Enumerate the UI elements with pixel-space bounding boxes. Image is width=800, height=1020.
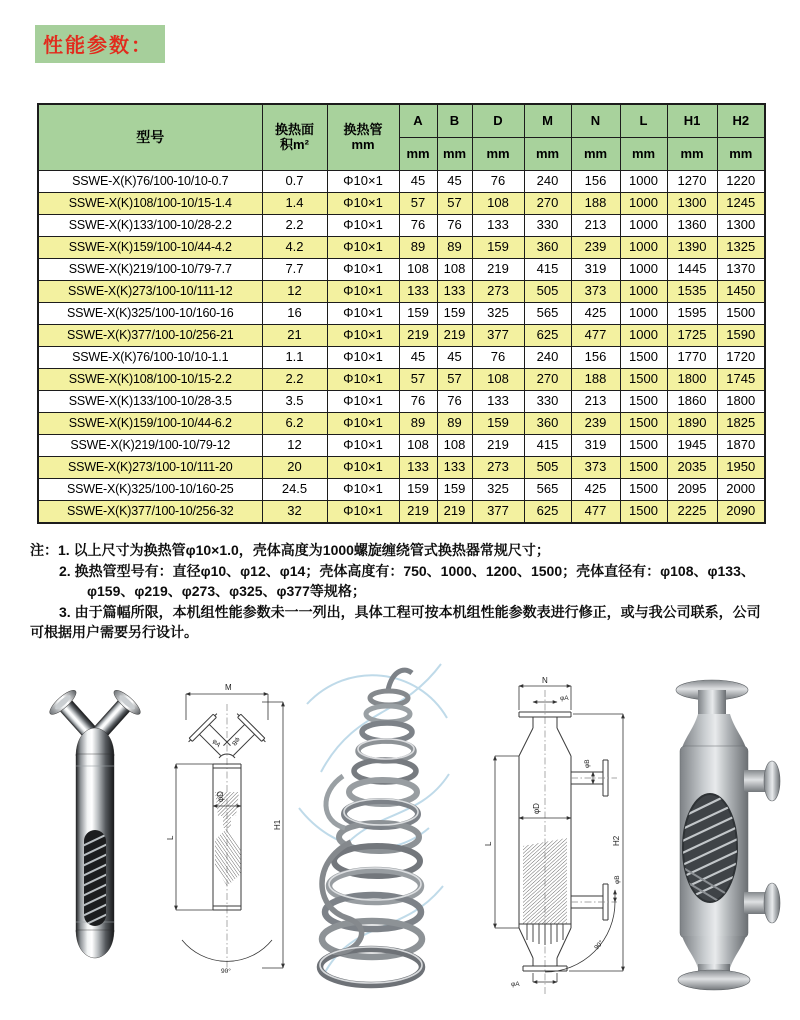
cell-tube: Φ10×1 [327, 325, 399, 347]
unit-cell: mm [571, 138, 620, 171]
cell-a: 45 [399, 347, 437, 369]
cell-h1: 1445 [667, 259, 717, 281]
cell-a: 108 [399, 435, 437, 457]
dimension-lines [166, 683, 283, 975]
top-right-nozzle [214, 712, 267, 765]
cell-h1: 1390 [667, 237, 717, 259]
cell-h1: 1800 [667, 369, 717, 391]
cell-b: 159 [437, 479, 472, 501]
cell-b: 108 [437, 435, 472, 457]
dim-label-phib-top: φB [230, 735, 242, 747]
table-row [38, 369, 765, 391]
cell-model: SSWE-X(K)159/100-10/44-6.2 [38, 413, 262, 435]
cell-tube: Φ10×1 [327, 457, 399, 479]
unit-cell: mm [472, 138, 524, 171]
cell-h2: 1590 [717, 325, 765, 347]
cell-model: SSWE-X(K)76/100-10/10-1.1 [38, 347, 262, 369]
dim-label-phid: φD [532, 803, 541, 814]
cell-tube: Φ10×1 [327, 281, 399, 303]
cell-n: 373 [571, 281, 620, 303]
cell-n: 319 [571, 435, 620, 457]
page-title: 性能参数： [35, 25, 165, 63]
note-line: 注：1. 以上尺寸为换热管φ10×1.0，壳体高度为1000螺旋缠绕管式换热器常规尺寸； [30, 542, 550, 558]
cell-d: 159 [472, 413, 524, 435]
cell-l: 1000 [620, 303, 667, 325]
cell-h2: 1245 [717, 193, 765, 215]
cell-h2: 2000 [717, 479, 765, 501]
cell-b: 219 [437, 325, 472, 347]
column-header-n: N [571, 104, 620, 138]
cell-d: 325 [472, 479, 524, 501]
cell-area: 2.2 [262, 369, 327, 391]
cell-m: 270 [524, 369, 571, 391]
dim-label-phia-top: φA [560, 695, 569, 702]
product-photo-side-port-exchanger [642, 670, 790, 998]
cell-b: 45 [437, 347, 472, 369]
upper-side-nozzle [744, 761, 780, 801]
table-row [38, 171, 765, 193]
unit-cell: mm [524, 138, 571, 171]
cell-h1: 1535 [667, 281, 717, 303]
column-header-model: 型号 [38, 104, 262, 171]
tube-comb [527, 924, 563, 945]
cell-m: 240 [524, 347, 571, 369]
cell-d: 133 [472, 215, 524, 237]
cell-b: 57 [437, 369, 472, 391]
table-header [38, 104, 765, 171]
column-header-b: B [437, 104, 472, 138]
cell-model: SSWE-X(K)377/100-10/256-32 [38, 501, 262, 524]
cell-h2: 2090 [717, 501, 765, 524]
cell-a: 133 [399, 457, 437, 479]
note-line: 可根据用户需要另行设计。 [30, 624, 198, 640]
table-row [38, 391, 765, 413]
cell-l: 1500 [620, 413, 667, 435]
table-row [38, 479, 765, 501]
cell-h1: 1945 [667, 435, 717, 457]
cell-area: 20 [262, 457, 327, 479]
cell-model: SSWE-X(K)76/100-10/10-0.7 [38, 171, 262, 193]
column-header-m: M [524, 104, 571, 138]
cell-d: 76 [472, 347, 524, 369]
cell-n: 373 [571, 457, 620, 479]
cell-h1: 2035 [667, 457, 717, 479]
table-row [38, 193, 765, 215]
cell-n: 425 [571, 479, 620, 501]
dim-label-angle: 90° [593, 939, 606, 952]
coil-stack [320, 670, 422, 985]
cell-a: 219 [399, 501, 437, 524]
notes [30, 540, 778, 643]
cell-a: 159 [399, 303, 437, 325]
cell-area: 7.7 [262, 259, 327, 281]
table-row [38, 303, 765, 325]
cell-b: 159 [437, 303, 472, 325]
dimension-lines [484, 676, 623, 988]
cell-model: SSWE-X(K)273/100-10/111-12 [38, 281, 262, 303]
table-row [38, 325, 765, 347]
cell-tube: Φ10×1 [327, 347, 399, 369]
cell-b: 133 [437, 281, 472, 303]
cell-model: SSWE-X(K)377/100-10/256-21 [38, 325, 262, 347]
cell-m: 565 [524, 303, 571, 325]
top-left-nozzle [187, 712, 240, 765]
column-header-h1: H1 [667, 104, 717, 138]
note-line: 3. 由于篇幅所限，本机组性能参数未一一列出，具体工程可按本机组性能参数表进行修正，或与我公司联系，公司 [59, 603, 761, 620]
cell-a: 133 [399, 281, 437, 303]
cell-m: 565 [524, 479, 571, 501]
bottom-flange [678, 970, 750, 990]
cell-l: 1000 [620, 259, 667, 281]
cell-l: 1000 [620, 325, 667, 347]
column-header-area: 换热面 积m² [262, 104, 327, 171]
cell-area: 6.2 [262, 413, 327, 435]
cell-m: 330 [524, 391, 571, 413]
cell-tube: Φ10×1 [327, 501, 399, 524]
cell-h1: 1725 [667, 325, 717, 347]
cell-b: 76 [437, 215, 472, 237]
cell-d: 273 [472, 457, 524, 479]
cell-m: 625 [524, 325, 571, 347]
cell-a: 108 [399, 259, 437, 281]
cell-m: 415 [524, 259, 571, 281]
dim-label-angle: 90° [221, 968, 231, 975]
table-row [38, 215, 765, 237]
cell-h1: 1860 [667, 391, 717, 413]
cell-tube: Φ10×1 [327, 193, 399, 215]
cell-h1: 1595 [667, 303, 717, 325]
dim-label-phia-bottom: φA [511, 981, 520, 988]
dim-label-l: L [166, 835, 175, 840]
product-photo-polished-exchanger [30, 672, 160, 990]
cell-b: 76 [437, 391, 472, 413]
cell-tube: Φ10×1 [327, 479, 399, 501]
cell-model: SSWE-X(K)219/100-10/79-7.7 [38, 259, 262, 281]
dim-label-phia-top: φA [210, 737, 222, 749]
technical-drawing-x-nozzle-type [164, 678, 291, 978]
cell-d: 108 [472, 369, 524, 391]
cell-h1: 2225 [667, 501, 717, 524]
figures-row [30, 652, 780, 1012]
cell-d: 377 [472, 325, 524, 347]
cell-a: 219 [399, 325, 437, 347]
cell-h2: 1325 [717, 237, 765, 259]
cell-h2: 1450 [717, 281, 765, 303]
unit-cell: mm [667, 138, 717, 171]
cell-l: 1500 [620, 391, 667, 413]
cell-area: 32 [262, 501, 327, 524]
coil-hatch-lower [215, 828, 241, 886]
cell-h1: 1300 [667, 193, 717, 215]
cell-area: 1.1 [262, 347, 327, 369]
cell-model: SSWE-X(K)133/100-10/28-3.5 [38, 391, 262, 413]
cell-model: SSWE-X(K)325/100-10/160-25 [38, 479, 262, 501]
technical-drawing-side-nozzle-type [475, 676, 632, 998]
cell-h2: 1870 [717, 435, 765, 457]
cell-area: 2.2 [262, 215, 327, 237]
cell-m: 505 [524, 457, 571, 479]
cell-n: 239 [571, 413, 620, 435]
cell-m: 360 [524, 413, 571, 435]
cell-l: 1000 [620, 215, 667, 237]
cell-l: 1000 [620, 281, 667, 303]
cell-l: 1500 [620, 435, 667, 457]
cell-area: 3.5 [262, 391, 327, 413]
cell-h1: 1360 [667, 215, 717, 237]
dim-label-phib-bottom: φB [614, 875, 621, 884]
cell-l: 1000 [620, 193, 667, 215]
cell-l: 1000 [620, 237, 667, 259]
cell-n: 213 [571, 391, 620, 413]
dim-label-phib-top: φB [584, 759, 591, 768]
table-row [38, 435, 765, 457]
cell-tube: Φ10×1 [327, 171, 399, 193]
cell-l: 1500 [620, 347, 667, 369]
cell-d: 76 [472, 171, 524, 193]
cell-model: SSWE-X(K)273/100-10/111-20 [38, 457, 262, 479]
cell-b: 108 [437, 259, 472, 281]
dim-label-n: N [542, 676, 548, 685]
table-row [38, 347, 765, 369]
cell-model: SSWE-X(K)133/100-10/28-2.2 [38, 215, 262, 237]
lower-side-nozzle [744, 883, 780, 923]
column-header-h2: H2 [717, 104, 765, 138]
cell-h2: 1720 [717, 347, 765, 369]
cell-h2: 1220 [717, 171, 765, 193]
cell-m: 505 [524, 281, 571, 303]
cell-tube: Φ10×1 [327, 303, 399, 325]
table-row [38, 237, 765, 259]
cell-h2: 1300 [717, 215, 765, 237]
cell-area: 21 [262, 325, 327, 347]
cell-tube: Φ10×1 [327, 369, 399, 391]
cell-area: 4.2 [262, 237, 327, 259]
cell-area: 12 [262, 281, 327, 303]
cell-h2: 1745 [717, 369, 765, 391]
dim-label-l: L [484, 841, 493, 846]
cell-n: 156 [571, 347, 620, 369]
cell-n: 213 [571, 215, 620, 237]
column-header-l: L [620, 104, 667, 138]
cell-l: 1500 [620, 369, 667, 391]
cell-d: 219 [472, 259, 524, 281]
cell-area: 1.4 [262, 193, 327, 215]
cell-d: 133 [472, 391, 524, 413]
cell-a: 89 [399, 237, 437, 259]
dim-label-m: M [225, 683, 232, 692]
note-line: φ159、φ219、φ273、φ325、φ377等规格； [87, 583, 366, 599]
cell-d: 108 [472, 193, 524, 215]
cell-tube: Φ10×1 [327, 237, 399, 259]
cell-b: 89 [437, 413, 472, 435]
dim-label-phid: φD [216, 791, 225, 802]
cell-m: 270 [524, 193, 571, 215]
cell-l: 1500 [620, 501, 667, 524]
cell-m: 330 [524, 215, 571, 237]
cell-d: 219 [472, 435, 524, 457]
cell-h1: 1890 [667, 413, 717, 435]
cell-h1: 1270 [667, 171, 717, 193]
cell-n: 425 [571, 303, 620, 325]
cell-h1: 2095 [667, 479, 717, 501]
cell-h1: 1770 [667, 347, 717, 369]
cell-a: 89 [399, 413, 437, 435]
cell-n: 156 [571, 171, 620, 193]
cell-a: 57 [399, 369, 437, 391]
cell-l: 1500 [620, 479, 667, 501]
cell-n: 188 [571, 193, 620, 215]
cell-area: 0.7 [262, 171, 327, 193]
table-body [38, 171, 765, 524]
cell-model: SSWE-X(K)325/100-10/160-16 [38, 303, 262, 325]
cell-l: 1000 [620, 171, 667, 193]
dim-label-h2: H2 [612, 835, 621, 846]
cell-d: 273 [472, 281, 524, 303]
cell-a: 45 [399, 171, 437, 193]
cell-l: 1500 [620, 457, 667, 479]
cell-n: 188 [571, 369, 620, 391]
column-header-d: D [472, 104, 524, 138]
cell-tube: Φ10×1 [327, 391, 399, 413]
cell-h2: 1500 [717, 303, 765, 325]
cell-tube: Φ10×1 [327, 413, 399, 435]
cell-n: 319 [571, 259, 620, 281]
cell-b: 57 [437, 193, 472, 215]
dim-label-h1: H1 [273, 819, 282, 830]
cell-tube: Φ10×1 [327, 215, 399, 237]
cell-b: 89 [437, 237, 472, 259]
cell-a: 76 [399, 215, 437, 237]
cell-m: 415 [524, 435, 571, 457]
note-line: 2. 换热管型号有：直径φ10、φ12、φ14；壳体高度有：750、1000、1200、1500；壳体直径有：φ108、φ133、 [59, 562, 755, 579]
cell-m: 240 [524, 171, 571, 193]
table-row [38, 457, 765, 479]
cell-area: 16 [262, 303, 327, 325]
cell-d: 325 [472, 303, 524, 325]
cell-h2: 1950 [717, 457, 765, 479]
cell-n: 477 [571, 501, 620, 524]
cell-tube: Φ10×1 [327, 435, 399, 457]
table-row [38, 281, 765, 303]
cell-model: SSWE-X(K)219/100-10/79-12 [38, 435, 262, 457]
cell-area: 12 [262, 435, 327, 457]
cell-n: 477 [571, 325, 620, 347]
table-row [38, 413, 765, 435]
cell-model: SSWE-X(K)108/100-10/15-2.2 [38, 369, 262, 391]
cell-h2: 1370 [717, 259, 765, 281]
cell-model: SSWE-X(K)108/100-10/15-1.4 [38, 193, 262, 215]
cell-b: 133 [437, 457, 472, 479]
cell-h2: 1800 [717, 391, 765, 413]
cell-d: 377 [472, 501, 524, 524]
table-row [38, 501, 765, 524]
cell-a: 159 [399, 479, 437, 501]
table-row [38, 259, 765, 281]
unit-cell: mm [437, 138, 472, 171]
column-header-a: A [399, 104, 437, 138]
coil-bundle-photo [293, 656, 455, 1008]
cell-area: 24.5 [262, 479, 327, 501]
coil-hatch [523, 838, 567, 924]
cell-m: 360 [524, 237, 571, 259]
unit-cell: mm [399, 138, 437, 171]
cell-m: 625 [524, 501, 571, 524]
cell-b: 45 [437, 171, 472, 193]
cell-tube: Φ10×1 [327, 259, 399, 281]
cell-model: SSWE-X(K)159/100-10/44-4.2 [38, 237, 262, 259]
cell-a: 76 [399, 391, 437, 413]
column-header-tube: 换热管 mm [327, 104, 399, 171]
performance-parameters-table [37, 103, 766, 524]
cell-d: 159 [472, 237, 524, 259]
cell-n: 239 [571, 237, 620, 259]
cell-a: 57 [399, 193, 437, 215]
unit-cell: mm [717, 138, 765, 171]
cell-b: 219 [437, 501, 472, 524]
cell-h2: 1825 [717, 413, 765, 435]
unit-cell: mm [620, 138, 667, 171]
